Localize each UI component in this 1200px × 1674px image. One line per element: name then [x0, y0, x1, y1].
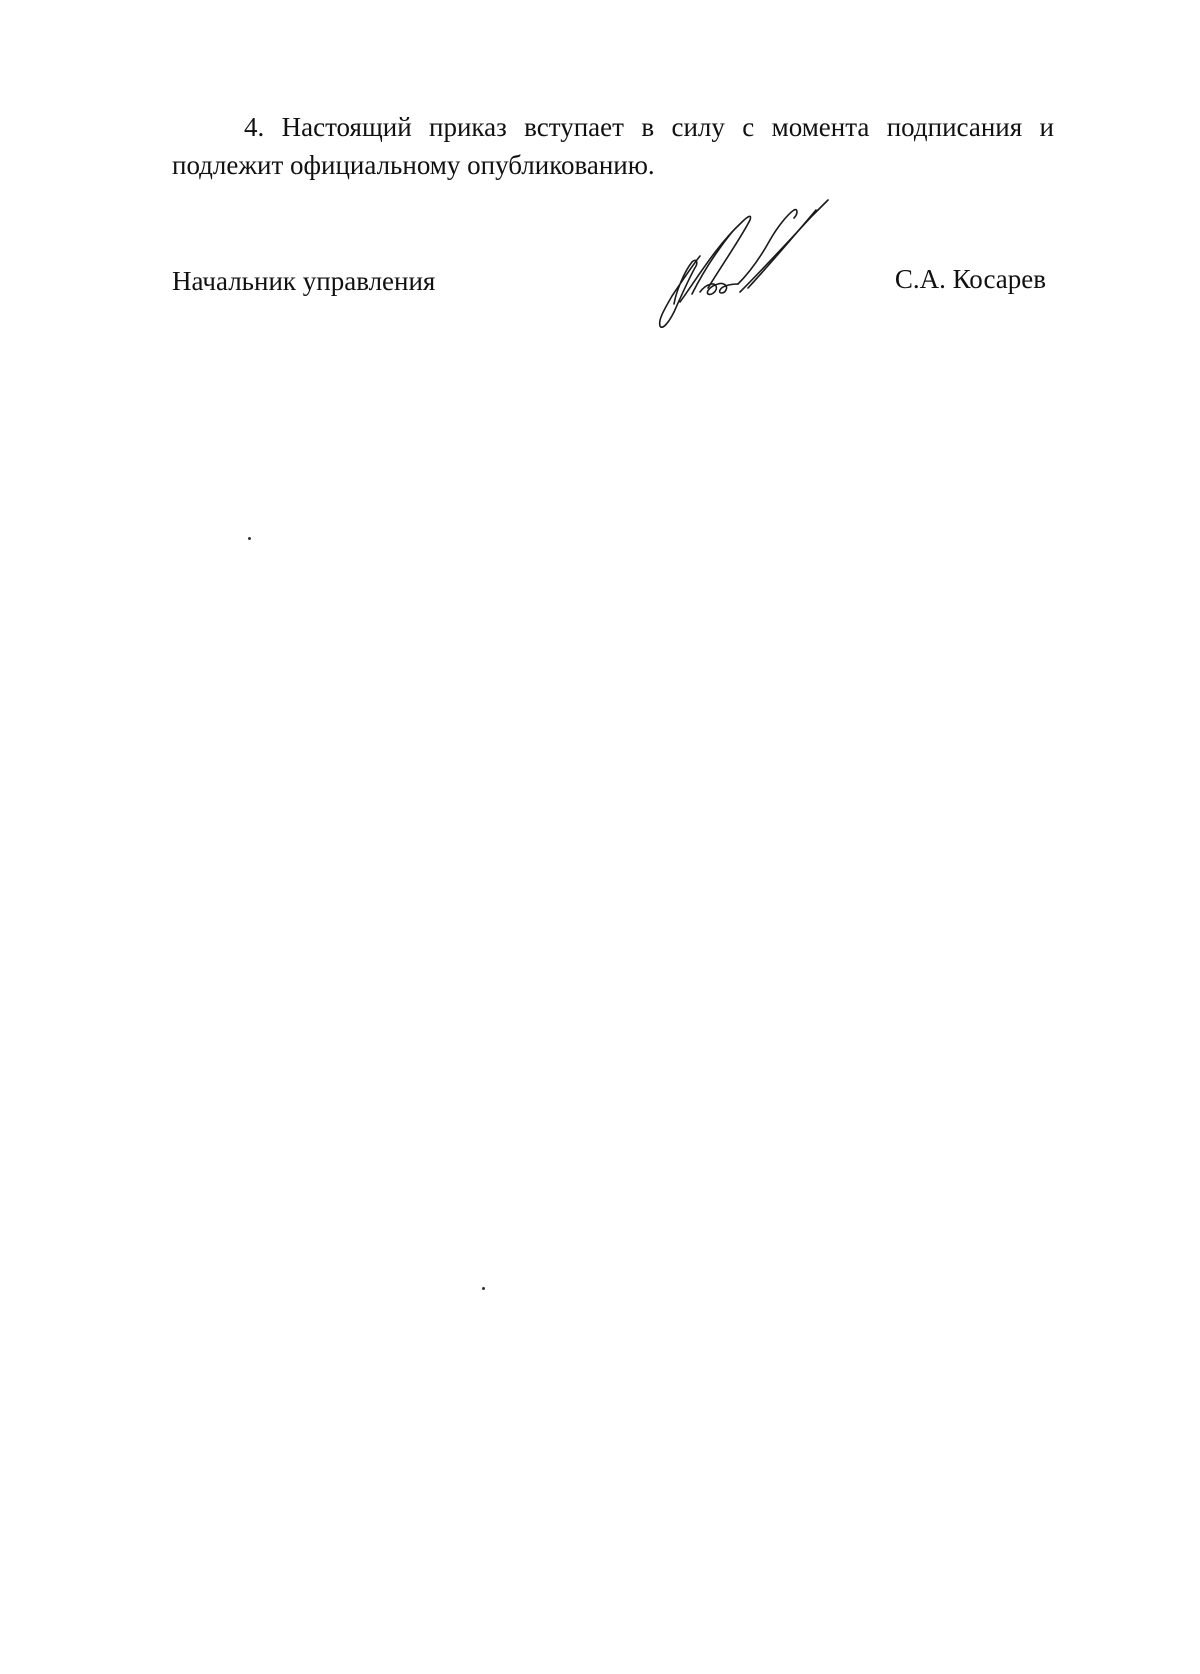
handwritten-signature-icon: [652, 196, 862, 336]
scan-speck: [248, 537, 251, 540]
scan-speck: [482, 1287, 485, 1290]
signatory-position: Начальник управления: [172, 266, 436, 296]
signatory-name: С.А. Косарев: [894, 264, 1046, 294]
closing-clause: 4. Настоящий приказ вступает в силу с момента подписания и подлежит официальному опубликованию.: [172, 112, 1054, 180]
